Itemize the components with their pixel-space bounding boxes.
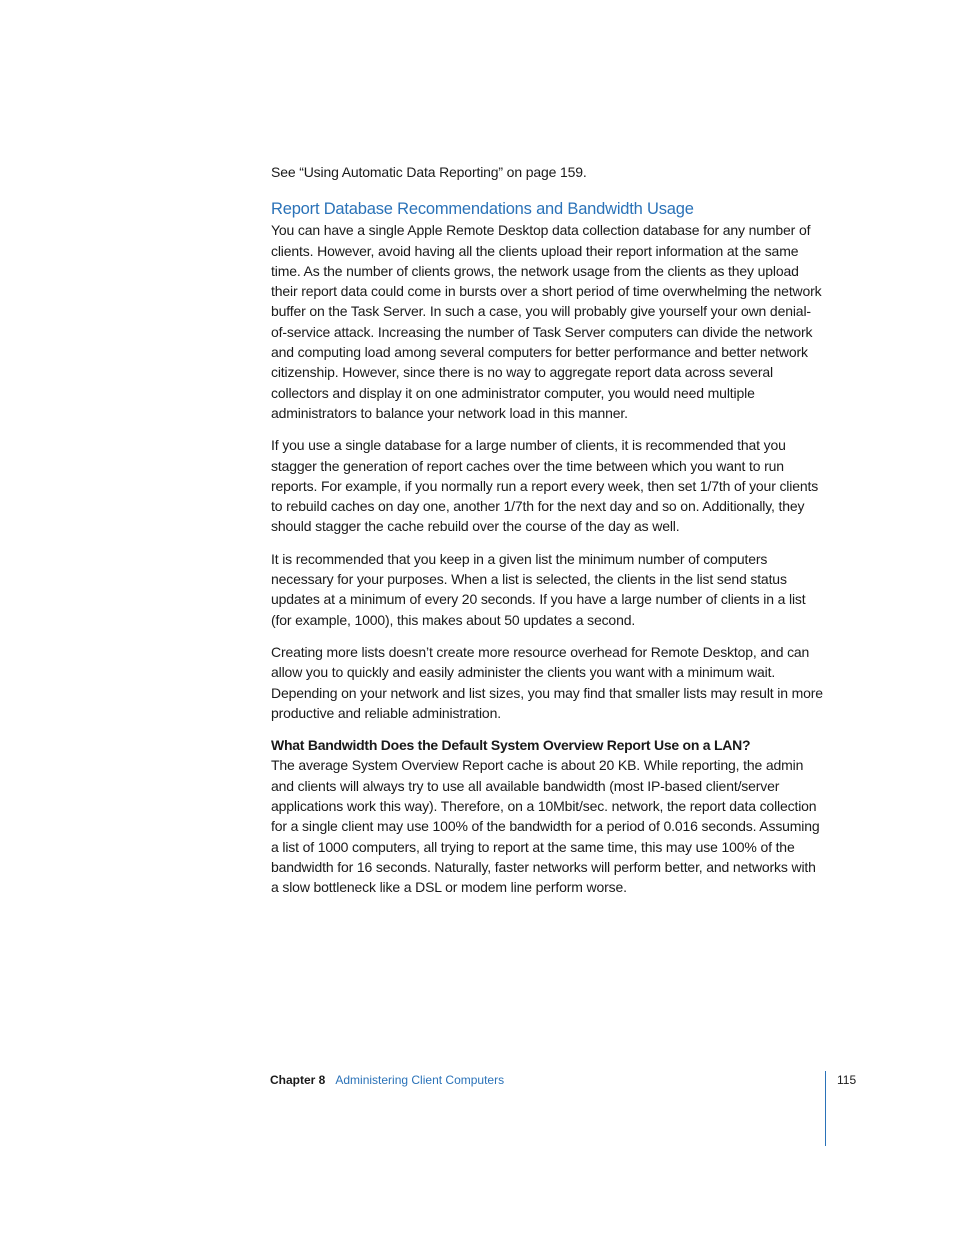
body-paragraph: You can have a single Apple Remote Desktop data collection database for any number of clients. However, avoid having all the clients upload their report information at the same time. As the number of clients grows, the network usage from the clients as they upload their report data could come in bursts over a short period of time overwhelming the network buffer on the Task Server. In such a case, you will probably give yourself your own denial-of-service attack. Increasing the number of Task Server computers can divide the network and computing load among several computers for better performance and better network citizenship. However, since there is no way to aggregate report data across several collectors and display it on one administrator computer, you would need multiple administrators to balance your network load in this manner. [271, 222, 822, 421]
page-content [271, 162, 823, 898]
body-paragraph: Creating more lists doesn’t create more resource overhead for Remote Desktop, and can allow you to quickly and easily administer the clients you want with a minimum wait. Depending on your network and list sizes, you may find that smaller lists may result in more productive and reliable administration. [271, 643, 823, 721]
cross-reference-text: See “Using Automatic Data Reporting” on page 159. [271, 164, 587, 180]
body-paragraph: It is recommended that you keep in a given list the minimum number of computers necessary for your purposes. When a list is selected, the clients in the list send status updates at a minimum of every 20 seconds. If you have a large number of clients in a list (for example, 1000), this makes about 50 updates a second. [271, 550, 806, 628]
section-heading: Report Database Recommendations and Bandwidth Usage [271, 200, 694, 219]
subsection-heading: What Bandwidth Does the Default System Overview Report Use on a LAN? [271, 737, 751, 754]
page-number: 115 [837, 1073, 857, 1087]
footer-divider [825, 1071, 826, 1146]
body-paragraph: The average System Overview Report cache is about 20 KB. While reporting, the admin and clients will always try to use all available bandwidth (most IP-based client/server applications work this way). Therefore, on a 10Mbit/sec. network, the report data collection for a single client may use 100% of the bandwidth for a period of 0.016 seconds. Assuming a list of 1000 computers, all trying to report at the same time, this may use 100% of the bandwidth for 16 seconds. Naturally, faster networks will perform better, and networks with a slow bottleneck like a DSL or modem line perform worse. [271, 757, 820, 896]
chapter-title: Administering Client Computers [335, 1073, 505, 1087]
chapter-label: Chapter 8 [270, 1073, 326, 1087]
body-paragraph: If you use a single database for a large number of clients, it is recommended that you stagger the generation of report caches over the time between which you want to run reports. For example, if you normally run a report every week, then set 1/7th of your clients to rebuild caches on day one, another 1/7th for the next day and so on. Additionally, they should stagger the cache rebuild over the course of the day as well. [271, 437, 819, 535]
page-footer [270, 1071, 504, 1089]
